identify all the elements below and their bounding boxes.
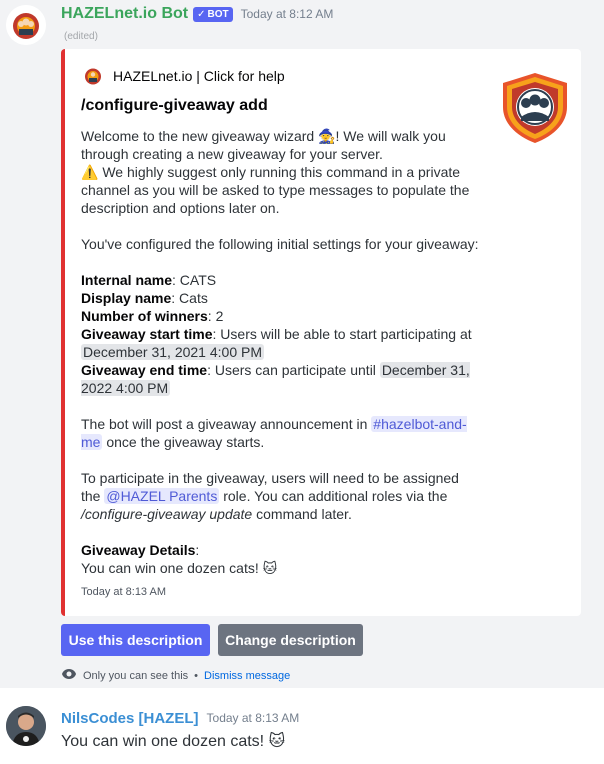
user-timestamp[interactable]: Today at 8:13 AM	[206, 711, 300, 725]
check-icon: ✓	[197, 8, 206, 20]
start-time-line	[81, 325, 481, 361]
bot-badge	[193, 7, 233, 22]
embed-author[interactable]	[81, 64, 285, 88]
internal-name-line	[81, 271, 481, 289]
display-name-label: Display name	[81, 290, 172, 306]
dismiss-message-link[interactable]: Dismiss message	[204, 669, 291, 682]
warning-text: We highly suggest only running this command in a private channel as you will be asked to type messages to populate the description and options later on.	[81, 164, 470, 216]
intro-paragraph	[81, 127, 481, 217]
announce-text-2: once the giveaway starts.	[106, 434, 265, 450]
embed-description	[81, 127, 481, 577]
embed-author-icon	[81, 64, 105, 88]
details-label: Giveaway Details	[81, 542, 196, 558]
user-avatar[interactable]	[6, 706, 46, 746]
winners-line	[81, 307, 481, 325]
embed-title: /configure-giveaway add	[81, 97, 268, 114]
participate-paragraph	[81, 469, 481, 523]
announce-paragraph	[81, 415, 481, 451]
configured-text: You've configured the following initial settings for your giveaway:	[81, 236, 479, 252]
use-description-button[interactable]: Use this description	[61, 624, 210, 656]
bot-message-header	[61, 3, 333, 25]
channel-mention-label: hazelbot-and-me	[81, 416, 467, 450]
start-date-timestamp[interactable]: December 31, 2021 4:00 PM	[83, 344, 262, 360]
winners-label: Number of winners	[81, 308, 208, 324]
embed	[61, 49, 581, 616]
hazel-shield-logo	[495, 67, 575, 147]
end-time-label: Giveaway end time	[81, 362, 208, 378]
user-message-text	[61, 731, 285, 751]
hash-icon: #	[373, 416, 382, 432]
participate-text-1: To participate in the giveaway, users will need to be assigned the	[81, 470, 459, 504]
user-message-header	[61, 708, 299, 728]
internal-name-label: Internal name	[81, 272, 173, 288]
announce-text-1: The bot will post a giveaway announcement in	[81, 416, 368, 432]
winners-value: : 2	[207, 308, 224, 324]
end-time-text: : Users can participate until	[207, 362, 376, 378]
intro-text-1: Welcome to the new giveaway wizard	[81, 128, 315, 144]
eye-icon	[61, 668, 77, 683]
details-text: You can win one dozen cats!	[81, 560, 259, 576]
details-value	[81, 559, 481, 577]
bot-badge-label: BOT	[207, 8, 229, 20]
warning-emoji: ⚠️	[81, 164, 99, 180]
end-time-line	[81, 361, 481, 397]
role-mention[interactable]: @HAZEL Parents	[106, 488, 218, 504]
bot-avatar[interactable]	[6, 5, 46, 45]
cat-emoji: 🐱	[262, 560, 278, 576]
bot-username[interactable]: HAZELnet.io Bot	[61, 5, 189, 22]
display-name-value: : Cats	[171, 290, 208, 306]
participate-text-3: command later.	[256, 506, 352, 522]
ephemeral-notice	[61, 668, 290, 683]
bot-timestamp[interactable]: Today at 8:12 AM	[240, 7, 334, 21]
start-time-label: Giveaway start time	[81, 326, 213, 342]
cat-emoji: 🐱	[268, 733, 286, 750]
intro-text-2: ! We will walk you through creating a new giveaway for your server.	[81, 128, 446, 162]
wizard-emoji: 🧙	[318, 128, 336, 144]
update-command: /configure-giveaway update	[81, 506, 253, 522]
end-date-timestamp[interactable]: December 31, 2022 4:00 PM	[81, 362, 470, 396]
start-time-text: : Users will be able to start participating at	[212, 326, 472, 342]
user-username[interactable]: NilsCodes [HAZEL]	[61, 709, 199, 727]
details-colon: :	[195, 542, 200, 558]
user-message-content: You can win one dozen cats!	[61, 733, 265, 750]
embed-author-name: HAZELnet.io | Click for help	[113, 68, 285, 84]
details-line	[81, 541, 481, 559]
display-name-line	[81, 289, 481, 307]
change-description-button[interactable]: Change description	[218, 624, 363, 656]
participate-text-2: role. You can additional roles via the	[223, 488, 448, 504]
ephemeral-text: Only you can see this	[83, 669, 189, 682]
edited-label: (edited)	[64, 31, 98, 42]
embed-footer: Today at 8:13 AM	[81, 586, 166, 598]
internal-name-value: : CATS	[172, 272, 217, 288]
ephemeral-separator: •	[194, 669, 199, 682]
